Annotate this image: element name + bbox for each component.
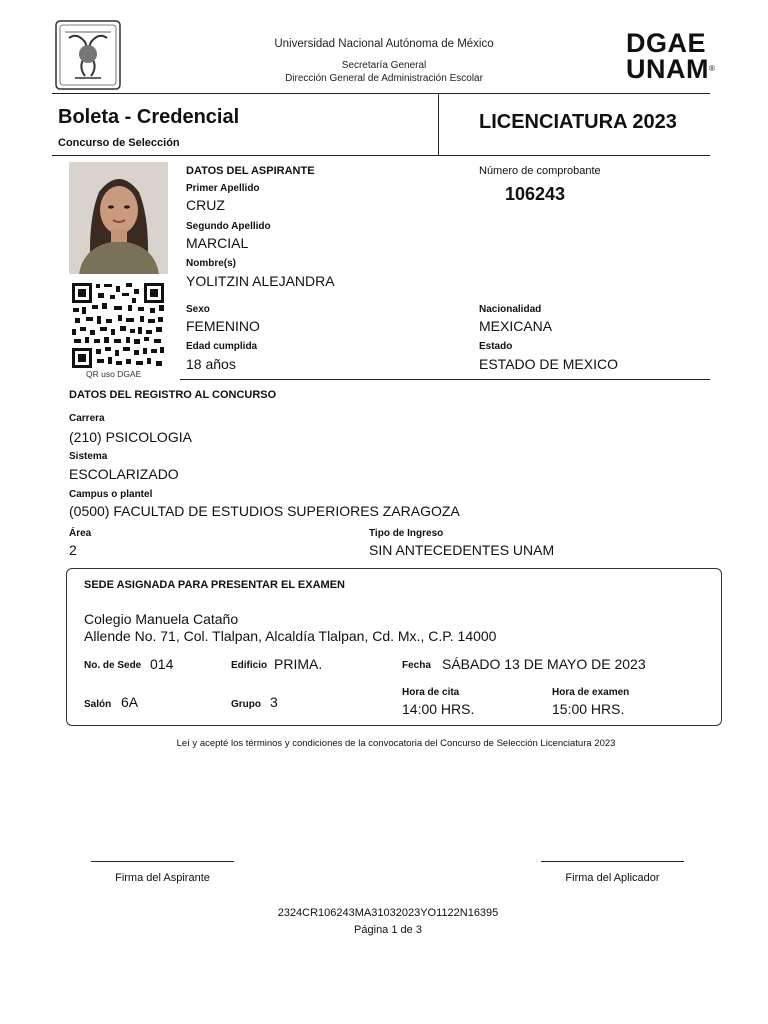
- edificio-label: Edificio: [231, 660, 268, 671]
- signature-line-aplicador: [541, 861, 684, 862]
- nacionalidad-value: MEXICANA: [479, 318, 553, 334]
- page-number: Página 1 de 3: [354, 924, 422, 936]
- fecha-value: SÁBADO 13 DE MAYO DE 2023: [442, 656, 646, 672]
- no-sede-label: No. de Sede: [84, 660, 142, 671]
- signature-line-aspirante: [91, 861, 234, 862]
- document-title: Boleta - Credencial: [58, 106, 240, 128]
- dgae-unam-logo: [626, 30, 715, 82]
- salon-label: Salón: [84, 699, 112, 710]
- sede-nombre: Colegio Manuela Cataño: [84, 611, 239, 627]
- firma-aspirante-label: Firma del Aspirante: [115, 872, 210, 884]
- carrera-label: Carrera: [69, 413, 105, 424]
- salon-value: 6A: [121, 694, 139, 710]
- level-title: LICENCIATURA 2023: [479, 111, 677, 133]
- area-label: Área: [69, 528, 92, 539]
- no-sede-value: 014: [150, 656, 174, 672]
- hora-examen-label: Hora de examen: [552, 687, 630, 698]
- segundo-apellido-value: MARCIAL: [186, 235, 249, 251]
- title-divider: [438, 93, 439, 155]
- sistema-value: ESCOLARIZADO: [69, 466, 179, 482]
- fecha-label: Fecha: [402, 660, 431, 671]
- segundo-apellido-label: Segundo Apellido: [186, 221, 271, 232]
- hora-cita-value: 14:00 HRS.: [402, 701, 475, 717]
- verification-code: 2324CR106243MA31032023YO1122N16395: [277, 907, 499, 919]
- logo-line2: UNAM: [626, 54, 709, 84]
- terms-statement: Leí y acepté los términos y condiciones de la convocatoria del Concurso de Selección Licenciatura 2023: [176, 738, 616, 749]
- logo-registered: ®: [709, 64, 716, 73]
- carrera-value: (210) PSICOLOGIA: [69, 429, 192, 445]
- primer-apellido-value: CRUZ: [186, 197, 225, 213]
- nombre-value: YOLITZIN ALEJANDRA: [186, 273, 335, 289]
- sistema-label: Sistema: [69, 451, 108, 462]
- comprobante-number: 106243: [505, 184, 566, 204]
- qr-caption: QR uso DGAE: [86, 369, 142, 379]
- section-registro: DATOS DEL REGISTRO AL CONCURSO: [69, 389, 277, 401]
- edad-label: Edad cumplida: [186, 341, 258, 352]
- sexo-value: FEMENINO: [186, 318, 260, 334]
- hora-examen-value: 15:00 HRS.: [552, 701, 625, 717]
- area-value: 2: [69, 542, 77, 558]
- estado-label: Estado: [479, 341, 513, 352]
- edad-value: 18 años: [186, 356, 236, 372]
- secretaria-general: Secretaría General: [341, 60, 427, 71]
- qr-code: [70, 281, 166, 370]
- edificio-value: PRIMA.: [274, 656, 323, 672]
- applicant-photo: [69, 162, 168, 274]
- title-bottom-divider: [52, 155, 710, 156]
- comprobante-label: Número de comprobante: [479, 165, 601, 177]
- firma-aplicador-label: Firma del Aplicador: [565, 872, 660, 884]
- document-subtitle: Concurso de Selección: [58, 137, 180, 149]
- direccion-general: Dirección General de Administración Escolar: [285, 73, 483, 84]
- campus-value: (0500) FACULTAD DE ESTUDIOS SUPERIORES ZARAGOZA: [69, 503, 460, 519]
- campus-label: Campus o plantel: [69, 489, 153, 500]
- header-divider: [52, 93, 710, 94]
- hora-cita-label: Hora de cita: [402, 687, 460, 698]
- sede-direccion: Allende No. 71, Col. Tlalpan, Alcaldía Tlalpan, Cd. Mx., C.P. 14000: [84, 628, 497, 644]
- grupo-value: 3: [270, 694, 278, 710]
- tipo-ingreso-value: SIN ANTECEDENTES UNAM: [369, 542, 555, 558]
- university-name: Universidad Nacional Autónoma de México: [274, 38, 494, 50]
- logo-line1: DGAE: [626, 28, 707, 58]
- grupo-label: Grupo: [231, 699, 261, 710]
- aspirante-divider: [180, 379, 710, 380]
- sexo-label: Sexo: [186, 304, 210, 315]
- section-aspirante: DATOS DEL ASPIRANTE: [186, 165, 315, 177]
- tipo-ingreso-label: Tipo de Ingreso: [369, 528, 444, 539]
- section-sede: SEDE ASIGNADA PARA PRESENTAR EL EXAMEN: [84, 579, 345, 591]
- primer-apellido-label: Primer Apellido: [186, 183, 260, 194]
- estado-value: ESTADO DE MEXICO: [479, 356, 618, 372]
- nombre-label: Nombre(s): [186, 258, 237, 269]
- nacionalidad-label: Nacionalidad: [479, 304, 542, 315]
